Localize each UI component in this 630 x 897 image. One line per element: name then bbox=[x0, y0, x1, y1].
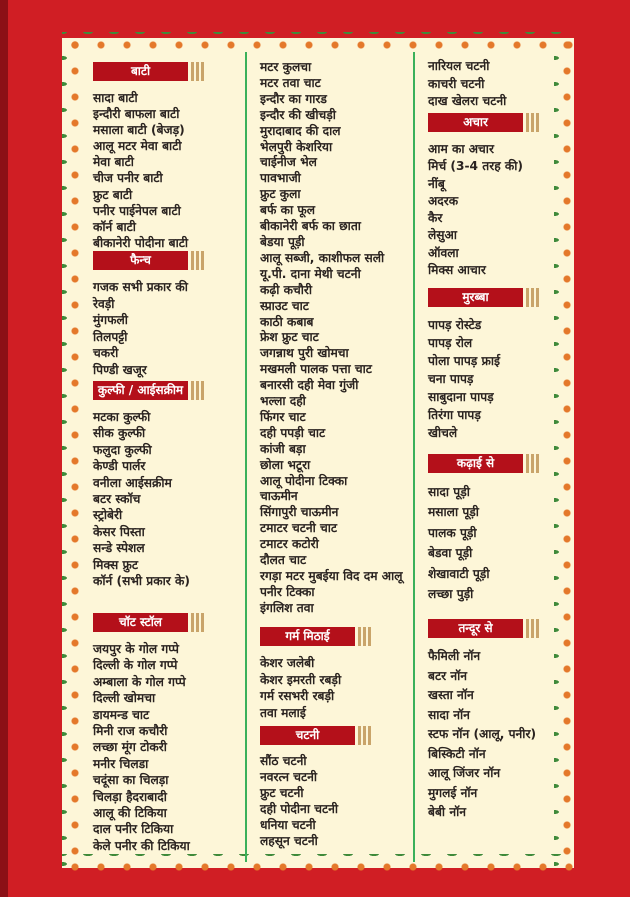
menu-item: भल्ला दही bbox=[260, 394, 306, 409]
menu-item: दही पोदीना चटनी bbox=[260, 801, 339, 816]
menu-item: इंगलिश तवा bbox=[260, 600, 314, 615]
menu-item: फैमिली नॉन bbox=[428, 649, 481, 663]
menu-item: पावभाजी bbox=[260, 171, 301, 186]
menu-item: बीकानेरी पोदीना बाटी bbox=[93, 235, 189, 250]
menu-item: बिस्किटी नॉन bbox=[428, 746, 486, 761]
column-divider bbox=[245, 52, 247, 862]
menu-item: कढ़ी कचौरी bbox=[260, 282, 313, 297]
menu-item: खीचले bbox=[428, 426, 458, 440]
menu-item: फ्रुट कुला bbox=[260, 187, 301, 202]
section-header bbox=[428, 454, 541, 473]
menu-item: मिक्स आचार bbox=[428, 263, 486, 278]
menu-item: मिक्स फ्रुट bbox=[93, 557, 139, 572]
menu-item: आम का अचार bbox=[428, 142, 494, 156]
menu-item: फ्रेश फ्रुट चाट bbox=[260, 330, 319, 345]
menu-item: इन्दौरी बाफला बाटी bbox=[93, 107, 180, 122]
header-stripes bbox=[191, 381, 206, 400]
menu-section bbox=[260, 627, 373, 721]
section-title: कुल्फी / आईसक्रीम bbox=[93, 381, 188, 400]
menu-item: चाईनीज भेल bbox=[260, 155, 317, 170]
menu-item: तवा मलाई bbox=[260, 705, 306, 720]
menu-item: कॉर्न (सभी प्रकार के) bbox=[93, 574, 190, 589]
header-stripes bbox=[191, 613, 206, 632]
menu-item: तिलपट्टी bbox=[93, 329, 128, 344]
menu-item: सादा पूड़ी bbox=[428, 485, 470, 499]
menu-item: मिनी राज कचौरी bbox=[93, 724, 168, 739]
menu-item: दिल्ली खोमचा bbox=[93, 691, 156, 706]
menu-item: केसर पिस्ता bbox=[93, 524, 145, 539]
menu-item: मेवा बाटी bbox=[93, 155, 134, 170]
section-header bbox=[93, 251, 206, 270]
menu-item: डायमन्ड चाट bbox=[93, 707, 150, 722]
menu-item: लच्छा पुड़ी bbox=[428, 587, 474, 602]
menu-item: पिण्डी खजूर bbox=[93, 362, 147, 377]
menu-item: बेडया पूड़ी bbox=[260, 234, 305, 249]
menu-item: मुंगफली bbox=[93, 313, 128, 328]
section-title: बाटी bbox=[93, 62, 188, 81]
menu-section bbox=[260, 726, 373, 849]
header-stripes bbox=[191, 62, 206, 81]
section-header bbox=[428, 288, 541, 307]
menu-item: तिरंगा पापड़ bbox=[428, 408, 481, 422]
menu-item: वनीला आईसक्रीम bbox=[93, 475, 172, 490]
menu-item: ऑवला bbox=[428, 245, 459, 260]
floral-border-bottom bbox=[62, 854, 574, 872]
menu-item: सादा नॉन bbox=[428, 707, 470, 722]
menu-item: स्ट्रोबेरी bbox=[93, 508, 123, 523]
header-stripes bbox=[526, 619, 541, 638]
menu-item: चाऊमीन bbox=[260, 489, 298, 504]
menu-item: आलू जिंजर नॉन bbox=[428, 766, 501, 780]
menu-section bbox=[93, 251, 206, 379]
menu-section bbox=[428, 288, 541, 442]
menu-item: चदूंसा का चिलड़ा bbox=[93, 773, 169, 788]
menu-item: आलू की टिकिया bbox=[93, 806, 167, 821]
menu-item: बेडवा पूड़ी bbox=[428, 546, 473, 561]
menu-item: चना पापड़ bbox=[428, 372, 474, 386]
menu-item: केण्डी पार्लर bbox=[93, 459, 146, 474]
menu-item: नींबू bbox=[428, 176, 445, 191]
section-title: कढ़ाई से bbox=[428, 454, 523, 473]
menu-section bbox=[93, 613, 206, 854]
menu-item: कांजी बड़ा bbox=[260, 441, 306, 456]
menu-item: लच्छा मूंग टोकरी bbox=[93, 740, 167, 755]
menu-item: फिंगर चाट bbox=[260, 409, 306, 424]
menu-section bbox=[428, 58, 506, 111]
menu-item: नारियल चटनी bbox=[428, 59, 490, 73]
menu-section bbox=[428, 619, 541, 823]
section-title: चटनी bbox=[260, 726, 355, 745]
menu-item: बटर नॉन bbox=[428, 668, 468, 683]
menu-item: साबुदाना पापड़ bbox=[428, 390, 494, 404]
header-stripes bbox=[526, 113, 541, 132]
menu-item: टमाटर कटोरी bbox=[260, 537, 319, 552]
menu-item: खस्ता नॉन bbox=[428, 688, 474, 702]
menu-item: पालक पूड़ी bbox=[428, 525, 477, 540]
menu-item: मटका कुल्फी bbox=[93, 410, 151, 424]
menu-item: लहसून चटनी bbox=[260, 833, 318, 848]
menu-item: केशर जलेबी bbox=[260, 656, 315, 670]
menu-item: पनीर पाईनेपल बाटी bbox=[93, 203, 181, 218]
header-stripes bbox=[358, 627, 373, 646]
menu-section bbox=[93, 62, 206, 251]
menu-item: आलू पोदीना टिक्का bbox=[260, 473, 348, 488]
menu-section bbox=[428, 454, 541, 604]
menu-item: आलू सब्जी, काशीफल सली bbox=[260, 250, 385, 265]
floral-border-left bbox=[62, 32, 82, 872]
menu-item: सिंगापुरी चाऊमीन bbox=[260, 505, 339, 520]
menu-item: सन्डे स्पेशल bbox=[93, 541, 145, 556]
menu-item: आलू मटर मेवा बाटी bbox=[93, 139, 182, 154]
menu-item: मनीर चिलडा bbox=[93, 756, 149, 771]
menu-item: स्टफ नॉन (आलू, पनीर) bbox=[428, 727, 537, 741]
menu-item: बीकानेरी बर्फ का छाता bbox=[260, 219, 361, 234]
menu-item: दही पपड़ी चाट bbox=[260, 425, 326, 440]
section-header bbox=[93, 613, 206, 632]
section-title: अचार bbox=[428, 113, 523, 132]
menu-item: केशर इमरती रबड़ी bbox=[260, 672, 342, 687]
menu-item: मुरादाबाद की दाल bbox=[260, 123, 341, 138]
menu-item: यू.पी. दाना मेथी चटनी bbox=[260, 266, 361, 281]
section-header bbox=[428, 619, 541, 638]
menu-item: बर्फ का फूल bbox=[260, 203, 316, 218]
header-stripes bbox=[358, 726, 373, 745]
menu-item: चकरी bbox=[93, 346, 119, 361]
header-stripes bbox=[526, 454, 541, 473]
menu-item: पोला पापड़ फ्राई bbox=[428, 354, 501, 368]
section-header bbox=[260, 726, 373, 745]
menu-item: मुगलई नॉन bbox=[428, 785, 478, 800]
menu-item: सादा बाटी bbox=[93, 91, 138, 105]
floral-border-right bbox=[554, 32, 574, 872]
menu-item: सौंठ चटनी bbox=[260, 754, 307, 768]
section-header bbox=[93, 62, 206, 81]
menu-item: कॉर्न बाटी bbox=[93, 219, 136, 234]
menu-item: दाल पनीर टिकिया bbox=[93, 822, 174, 837]
menu-item: सीक कुल्फी bbox=[93, 426, 146, 441]
menu-item: फलुदा कुल्फी bbox=[93, 442, 152, 457]
menu-item: चीज पनीर बाटी bbox=[93, 171, 163, 186]
menu-item: भेलपुरी केशरिया bbox=[260, 139, 333, 154]
menu-item: जयपुर के गोल गप्पे bbox=[93, 642, 179, 656]
menu-item: गजक सभी प्रकार की bbox=[93, 280, 188, 294]
menu-section bbox=[93, 381, 206, 589]
menu-item: मटर कुलचा bbox=[260, 60, 312, 74]
menu-item: टमाटर चटनी चाट bbox=[260, 521, 338, 536]
menu-item: लेसुआ bbox=[428, 228, 457, 243]
menu-item: काठी कबाब bbox=[260, 314, 314, 329]
menu-item: दिल्ली के गोल गप्पे bbox=[93, 658, 178, 673]
menu-section bbox=[260, 60, 403, 617]
menu-item: इन्दौर का गारड bbox=[260, 91, 327, 106]
menu-item: पापड़ रोल bbox=[428, 336, 473, 350]
section-title: तन्दूर से bbox=[428, 619, 523, 638]
section-header bbox=[260, 627, 373, 646]
header-stripes bbox=[191, 251, 206, 270]
column-divider bbox=[413, 52, 415, 862]
section-header bbox=[93, 381, 206, 400]
menu-item: छोला भटूरा bbox=[260, 457, 311, 472]
menu-item: मसाला बाटी (बेजड़) bbox=[93, 123, 185, 138]
section-title: मुरब्बा bbox=[428, 288, 523, 307]
section-title: फैन्च bbox=[93, 251, 188, 270]
menu-item: दाख खेलरा चटनी bbox=[428, 94, 507, 108]
page-edge bbox=[0, 0, 8, 897]
menu-item: अदरक bbox=[428, 193, 459, 208]
menu-item: पनीर टिक्का bbox=[260, 584, 315, 599]
menu-item: नवरत्न चटनी bbox=[260, 769, 318, 784]
menu-section bbox=[428, 113, 541, 279]
menu-item: मखमली पालक पत्ता चाट bbox=[260, 362, 372, 377]
header-stripes bbox=[526, 288, 541, 307]
menu-item: फ्रुट बाटी bbox=[93, 187, 133, 202]
menu-item: मिर्च (3-4 तरह की) bbox=[428, 159, 523, 174]
menu-item: अम्बाला के गोल गप्पे bbox=[93, 674, 186, 689]
menu-item: काचरी चटनी bbox=[428, 76, 485, 91]
menu-item: मसाला पूड़ी bbox=[428, 505, 479, 520]
menu-item: धनिया चटनी bbox=[260, 817, 316, 832]
menu-item: केले पनीर की टिकिया bbox=[93, 838, 190, 853]
menu-item: रेवड़ी bbox=[93, 296, 115, 311]
menu-item: इन्दौर की खीचड़ी bbox=[260, 107, 336, 122]
menu-item: जगन्नाथ पुरी खोमचा bbox=[260, 346, 349, 361]
section-header bbox=[428, 113, 541, 132]
menu-item: स्प्राउट चाट bbox=[260, 298, 309, 313]
floral-border-top bbox=[62, 32, 574, 50]
menu-item: पापड़ रोस्टेड bbox=[428, 318, 482, 332]
menu-item: रगड़ा मटर मुबईया विद दम आलू bbox=[260, 569, 403, 583]
menu-item: चिलड़ा हैदराबादी bbox=[93, 789, 167, 804]
section-title: गर्म मिठाई bbox=[260, 627, 355, 646]
menu-item: बेबी नॉन bbox=[428, 805, 467, 819]
menu-item: बनारसी दही मेवा गुंजी bbox=[260, 378, 359, 393]
menu-item: कैर bbox=[428, 211, 443, 226]
menu-item: फ्रुट चटनी bbox=[260, 785, 304, 800]
section-title: चॉट स्टॉल bbox=[93, 613, 188, 632]
menu-item: बटर स्कॉच bbox=[93, 492, 141, 507]
menu-item: मटर तवा चाट bbox=[260, 75, 321, 90]
menu-item: गर्म रसभरी रबड़ी bbox=[260, 689, 335, 703]
menu-item: शेखावाटी पूड़ी bbox=[428, 566, 490, 581]
menu-item: दौलत चाट bbox=[260, 553, 307, 568]
